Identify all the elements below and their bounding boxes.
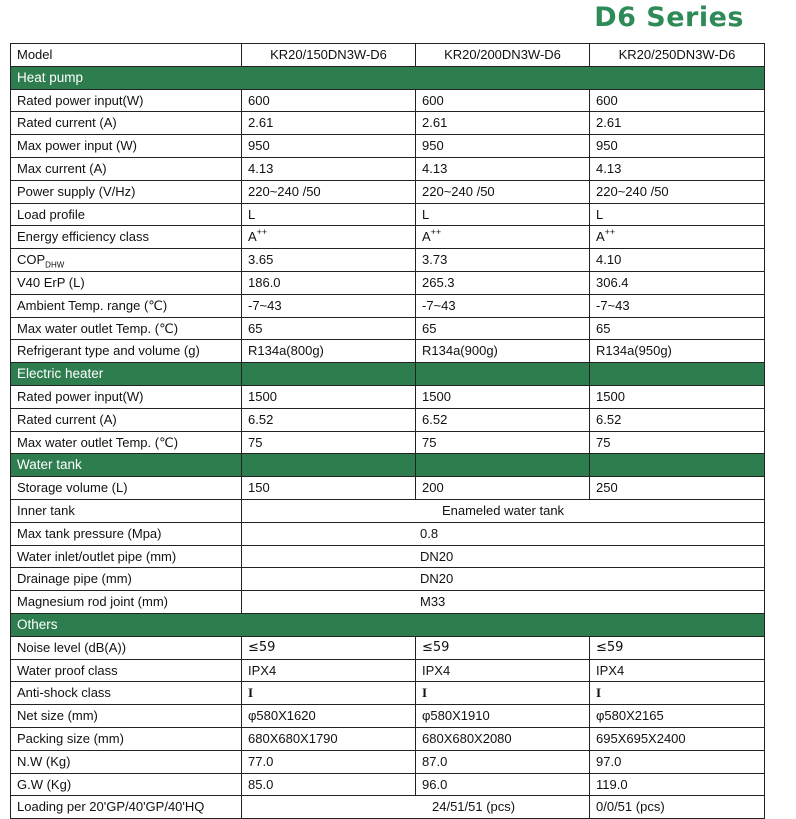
cell-value: 65 (590, 317, 765, 340)
cell-value: IPX4 (242, 659, 416, 682)
table-row (11, 180, 765, 203)
energy-class: A (248, 229, 257, 245)
row-label: Rated power input(W) (11, 89, 242, 112)
cell-value: 200 (416, 477, 590, 500)
cell-value: φ580X1620 (242, 705, 416, 728)
section-water-tank (11, 454, 765, 477)
table-row (11, 773, 765, 796)
cell-value: 65 (416, 317, 590, 340)
cell-value: 600 (590, 89, 765, 112)
merged-value: 0.8 (242, 522, 765, 545)
cell-value: I (416, 682, 590, 705)
row-label: Ambient Temp. range (℃) (11, 294, 242, 317)
cell-value: 6.52 (416, 408, 590, 431)
cell-value: L (590, 203, 765, 226)
cell-value: 950 (590, 135, 765, 158)
row-label: Packing size (mm) (11, 727, 242, 750)
row-label: Water inlet/outlet pipe (mm) (11, 545, 242, 568)
table-row (11, 431, 765, 454)
cell-value: 3.73 (416, 249, 590, 272)
cell-value: 265.3 (416, 271, 590, 294)
table-row (11, 226, 765, 249)
table-row (11, 385, 765, 408)
table-row (11, 522, 765, 545)
cell-value: 75 (590, 431, 765, 454)
section-fill (590, 454, 765, 477)
cell-value: 96.0 (416, 773, 590, 796)
table-row (11, 591, 765, 614)
cell-value: -7~43 (242, 294, 416, 317)
row-label: Refrigerant type and volume (g) (11, 340, 242, 363)
cell-value: 1500 (242, 385, 416, 408)
row-label: Load profile (11, 203, 242, 226)
cell-value: 87.0 (416, 750, 590, 773)
merged-value: DN20 (242, 568, 765, 591)
cell-value: 75 (416, 431, 590, 454)
row-label: Max water outlet Temp. (℃) (11, 317, 242, 340)
cell-value (590, 226, 765, 249)
table-row (11, 135, 765, 158)
row-label: Drainage pipe (mm) (11, 568, 242, 591)
cell-value: 1500 (416, 385, 590, 408)
cop-label: COP (17, 252, 46, 268)
table-row (11, 659, 765, 682)
cell-value: L (242, 203, 416, 226)
row-label: Water proof class (11, 659, 242, 682)
cell-value: 2.61 (416, 112, 590, 135)
cell-value: 220~240 /50 (416, 180, 590, 203)
section-fill (590, 363, 765, 386)
row-label: Inner tank (11, 499, 242, 522)
energy-class: A (422, 229, 431, 245)
cell-value: 0/0/51 (pcs) (590, 796, 765, 819)
cell-value: -7~43 (590, 294, 765, 317)
cell-value: 680X680X2080 (416, 727, 590, 750)
cell-value: 695X695X2400 (590, 727, 765, 750)
table-row (11, 271, 765, 294)
table-row (11, 568, 765, 591)
table-row (11, 705, 765, 728)
row-label: N.W (Kg) (11, 750, 242, 773)
table-row (11, 294, 765, 317)
cell-value: ≤59 (416, 636, 590, 659)
cell-value: IPX4 (416, 659, 590, 682)
merged-value: M33 (242, 591, 765, 614)
cell-value: 950 (416, 135, 590, 158)
cell-value: 600 (416, 89, 590, 112)
cell-value: IPX4 (590, 659, 765, 682)
cell-value: I (590, 682, 765, 705)
cell-value: 3.65 (242, 249, 416, 272)
model-name: KR20/250DN3W-D6 (590, 44, 765, 67)
cell-value: 4.10 (590, 249, 765, 272)
cell-value (416, 226, 590, 249)
cell-value: 77.0 (242, 750, 416, 773)
cell-value: 220~240 /50 (242, 180, 416, 203)
cell-value: φ580X1910 (416, 705, 590, 728)
row-label: Rated current (A) (11, 112, 242, 135)
row-label: Rated power input(W) (11, 385, 242, 408)
row-label (11, 249, 242, 272)
section-fill (416, 454, 590, 477)
table-row (11, 89, 765, 112)
energy-class-plus: ++ (256, 227, 268, 238)
cell-value: 1500 (590, 385, 765, 408)
cell-value: 75 (242, 431, 416, 454)
section-electric-heater (11, 363, 765, 386)
energy-class-plus: ++ (430, 227, 442, 238)
table-row (11, 727, 765, 750)
cell-value: 6.52 (590, 408, 765, 431)
row-label: Noise level (dB(A)) (11, 636, 242, 659)
cop-subscript: DHW (45, 260, 65, 270)
row-label: Power supply (V/Hz) (11, 180, 242, 203)
cell-value: 4.13 (242, 157, 416, 180)
cell-value: 4.13 (590, 157, 765, 180)
cell-value: R134a(950g) (590, 340, 765, 363)
cell-value: 2.61 (242, 112, 416, 135)
section-title: Water tank (11, 454, 242, 477)
cell-value: 2.61 (590, 112, 765, 135)
cell-value: 600 (242, 89, 416, 112)
cell-value: 119.0 (590, 773, 765, 796)
section-heat-pump (11, 66, 765, 89)
table-row (11, 499, 765, 522)
row-label: Net size (mm) (11, 705, 242, 728)
section-title: Others (11, 613, 765, 636)
table-row (11, 750, 765, 773)
cell-value: R134a(900g) (416, 340, 590, 363)
section-title: Electric heater (11, 363, 242, 386)
model-name: KR20/150DN3W-D6 (242, 44, 416, 67)
row-label: Max water outlet Temp. (℃) (11, 431, 242, 454)
cell-value: 220~240 /50 (590, 180, 765, 203)
row-label: Max power input (W) (11, 135, 242, 158)
cell-value: L (416, 203, 590, 226)
row-label: Rated current (A) (11, 408, 242, 431)
spec-table (10, 43, 765, 819)
cell-value: 150 (242, 477, 416, 500)
table-row (11, 249, 765, 272)
section-fill (242, 454, 416, 477)
row-label: Loading per 20'GP/40'GP/40'HQ (11, 796, 242, 819)
cell-value (242, 226, 416, 249)
model-row (11, 44, 765, 67)
cell-value: ≤59 (242, 636, 416, 659)
energy-class: A (596, 229, 605, 245)
table-row (11, 796, 765, 819)
row-label: Energy efficiency class (11, 226, 242, 249)
cell-value: 4.13 (416, 157, 590, 180)
merged-value: Enameled water tank (242, 499, 765, 522)
table-row (11, 408, 765, 431)
merged-value: 24/51/51 (pcs) (242, 796, 590, 819)
table-row (11, 340, 765, 363)
table-row (11, 636, 765, 659)
row-label: Max current (A) (11, 157, 242, 180)
cell-value: 65 (242, 317, 416, 340)
table-row (11, 317, 765, 340)
cell-value: 250 (590, 477, 765, 500)
section-fill (416, 363, 590, 386)
table-row (11, 477, 765, 500)
table-row (11, 203, 765, 226)
row-label: G.W (Kg) (11, 773, 242, 796)
cell-value: φ580X2165 (590, 705, 765, 728)
row-label: Max tank pressure (Mpa) (11, 522, 242, 545)
section-others (11, 613, 765, 636)
cell-value: 950 (242, 135, 416, 158)
row-label: Storage volume (L) (11, 477, 242, 500)
table-row (11, 682, 765, 705)
cell-value: R134a(800g) (242, 340, 416, 363)
merged-value: DN20 (242, 545, 765, 568)
cell-value: ≤59 (590, 636, 765, 659)
cell-value: 186.0 (242, 271, 416, 294)
cell-value: -7~43 (416, 294, 590, 317)
row-label: Anti-shock class (11, 682, 242, 705)
cell-value: 6.52 (242, 408, 416, 431)
cell-value: 97.0 (590, 750, 765, 773)
row-label: Magnesium rod joint (mm) (11, 591, 242, 614)
table-row (11, 157, 765, 180)
cell-value: I (242, 682, 416, 705)
cell-value: 306.4 (590, 271, 765, 294)
model-label: Model (11, 44, 242, 67)
series-title: D6 Series (594, 2, 744, 33)
row-label: V40 ErP (L) (11, 271, 242, 294)
section-fill (242, 363, 416, 386)
table-row (11, 112, 765, 135)
cell-value: 85.0 (242, 773, 416, 796)
table-row (11, 545, 765, 568)
cell-value: 680X680X1790 (242, 727, 416, 750)
section-title: Heat pump (11, 66, 765, 89)
model-name: KR20/200DN3W-D6 (416, 44, 590, 67)
energy-class-plus: ++ (604, 227, 616, 238)
